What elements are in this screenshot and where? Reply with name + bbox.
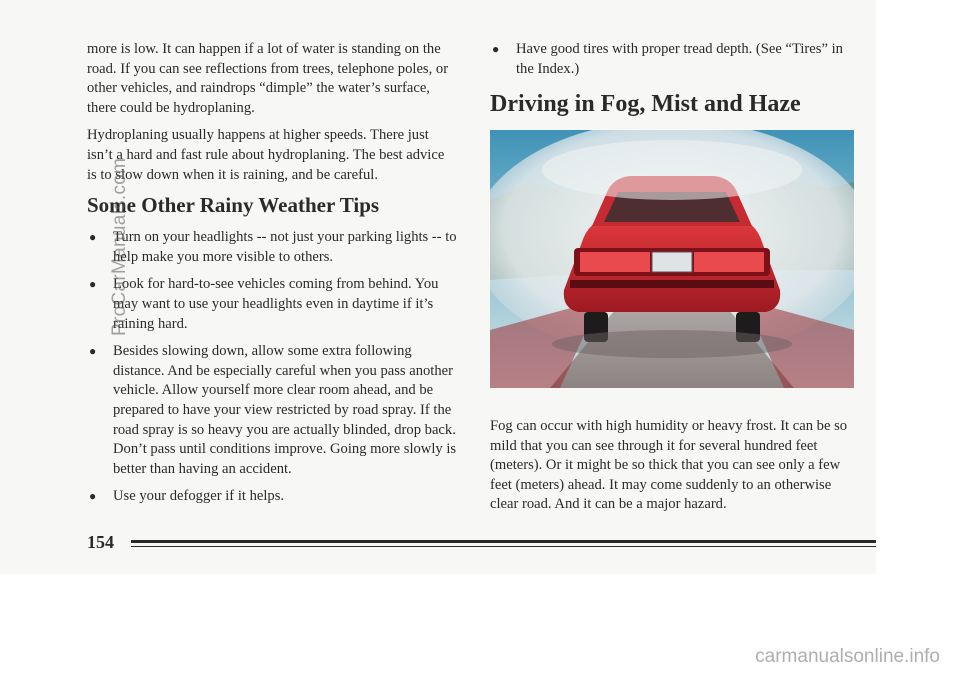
list-item-text: Have good tires with proper tread depth. (See “Tires” in the Index.) — [516, 41, 843, 77]
hydroplaning-paragraph: Hydroplaning usually happens at higher speeds. There just isn’t a hard and fast rule about hydroplaning. The best advice is to slow down when it is raining, and be careful. — [87, 127, 445, 183]
side-watermark: ProCarManuals.com — [109, 157, 130, 336]
list-item-text: Turn on your headlights -- not just your parking lights -- to help make you more visible to others. — [113, 229, 457, 265]
right-column — [490, 40, 860, 118]
footer-rule-thick — [131, 540, 876, 543]
fog-car-image — [490, 130, 854, 388]
intro-paragraph: more is low. It can happen if a lot of water is standing on the road. If you can see reflections from trees, telephone poles, or other vehicles, and raindrops “dimple” the water’s surface, there could be hydroplaning. — [87, 41, 449, 116]
list-item-text: Besides slowing down, allow some extra following distance. And be especially careful when you pass another vehicle. Allow yourself more clear room ahead, and be prepared to have your view restricted by road spray. If the road spray is so heavy you are actually blinded, drop back. Don’t pass until conditions improve. Going more slowly is better than having an accident. — [113, 343, 457, 477]
fog-car-illustration — [490, 130, 854, 388]
list-item-text: Look for hard-to-see vehicles coming from behind. You may want to use your headlights even in daytime if it’s raining hard. — [113, 276, 439, 332]
left-column — [87, 40, 457, 515]
bullet-icon: ● — [89, 489, 97, 504]
bullet-icon: ● — [89, 230, 97, 245]
list-item — [87, 228, 457, 267]
list-item — [87, 342, 457, 479]
list-item — [87, 275, 457, 334]
fog-heading: Driving in Fog, Mist and Haze — [490, 91, 801, 118]
bullet-icon: ● — [89, 277, 97, 292]
rainy-tips-list — [87, 228, 457, 507]
rainy-tips-heading: Some Other Rainy Weather Tips — [87, 193, 380, 218]
fog-paragraph: Fog can occur with high humidity or heavy frost. It can be so mild that you can see through it for several hundred feet (meters). Or it might be so thick that you can see only a few feet (meters) ahead. It may come suddenly to an otherwise clear road. And it can be a major hazard. — [490, 418, 848, 513]
page-number: 154 — [87, 532, 114, 552]
fog-text-block — [490, 417, 860, 523]
bullet-icon: ● — [89, 344, 97, 359]
page-footer — [87, 532, 876, 562]
list-item-text: Use your defogger if it helps. — [113, 488, 285, 505]
bullet-icon: ● — [492, 42, 500, 56]
tires-list — [490, 40, 860, 79]
list-item — [490, 40, 860, 79]
list-item — [87, 487, 457, 507]
footer-rule-thin — [131, 546, 876, 547]
bottom-watermark: carmanualsonline.info — [755, 646, 940, 667]
